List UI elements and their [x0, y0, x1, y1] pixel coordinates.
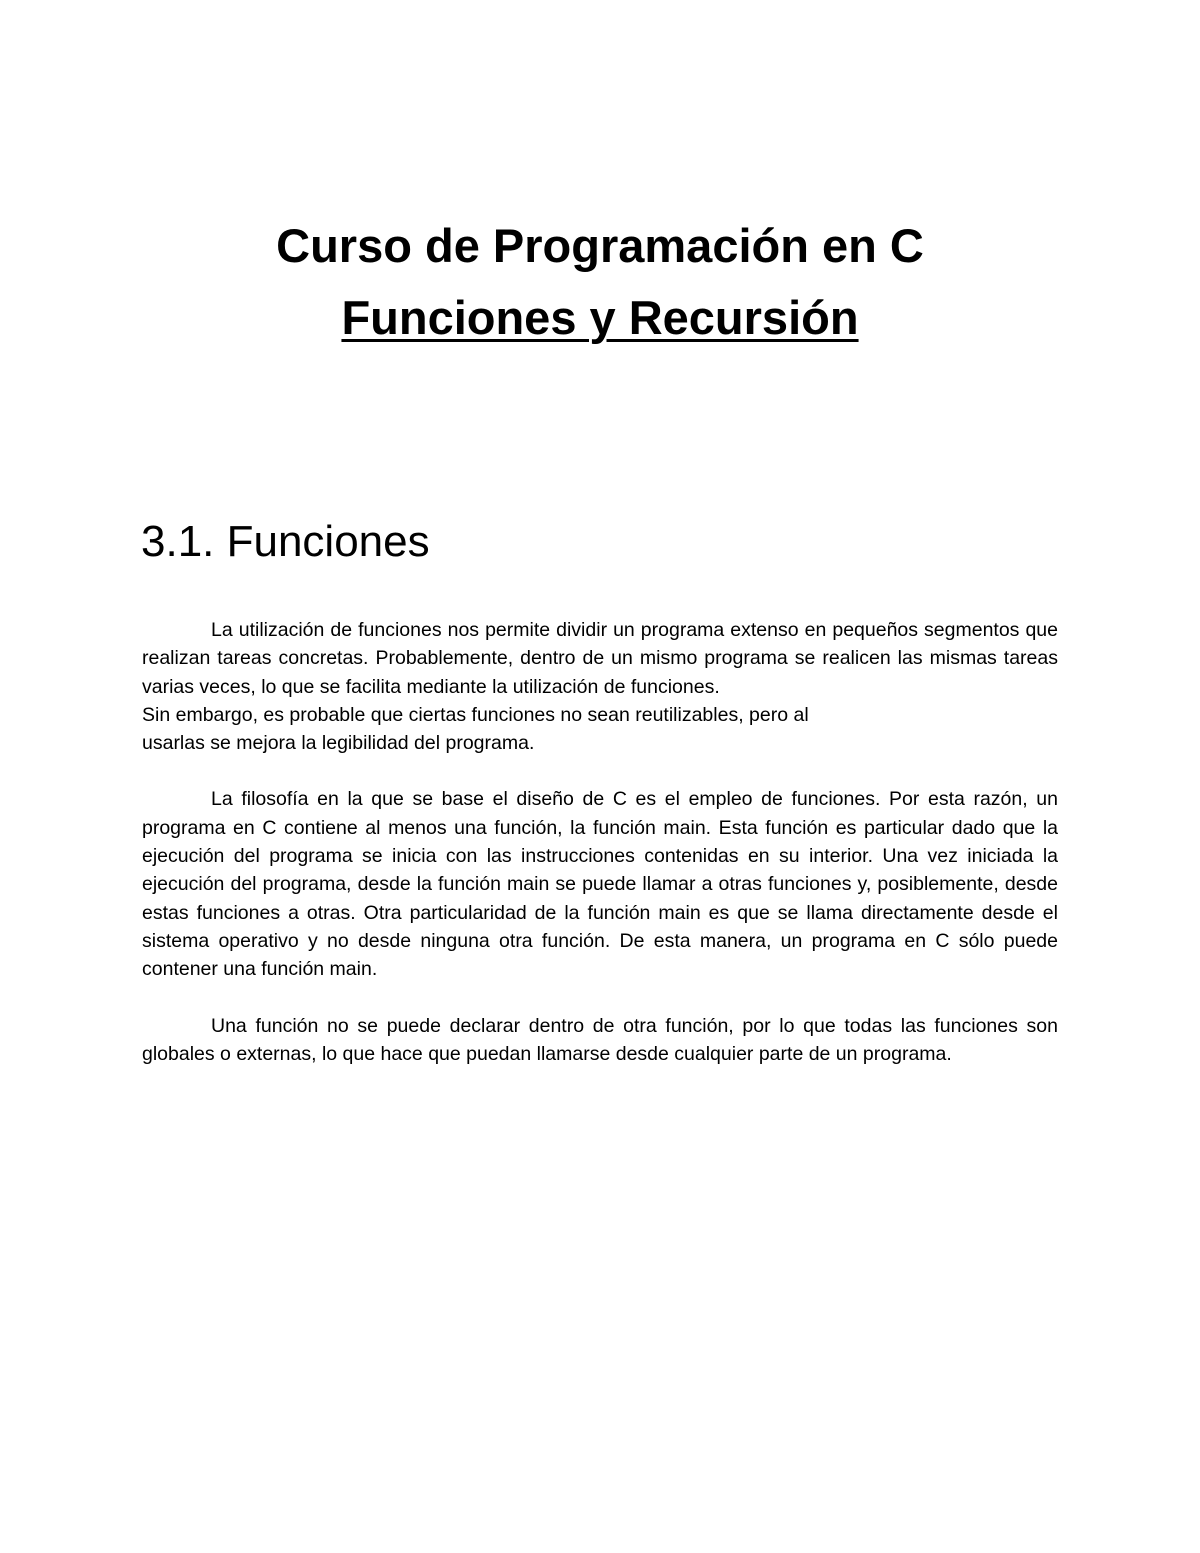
document-title: Curso de Programación en C [276, 219, 924, 272]
section-heading: 3.1. Funciones [141, 517, 430, 566]
paragraph-1-line-4: Sin embargo, es probable que ciertas funciones no sean reutilizables, pero al [142, 703, 809, 726]
paragraph-3: Una función no se puede declarar dentro de otra función, por lo que todas las funciones son globales o externas, lo que hace que puedan llamarse desde cualquier parte de un programa. [142, 1014, 1058, 1065]
paragraph-1-line-5: usarlas se mejora la legibilidad del programa. [142, 732, 535, 755]
document-subtitle: Funciones y Recursión [341, 291, 859, 344]
title-block [0, 218, 1200, 346]
paragraph-2: La filosofía en la que se base el diseño de C es el empleo de funciones. Por esta razón, un programa en C contiene al menos una función, la función main. Esta función es particular dado que la ejecución del programa se inicia con las instrucciones contenidas en su interior. Una vez iniciada la ejecución del programa, desde la función main se puede llamar a otras funciones y, posiblemente, desde estas funciones a otras. Otra particularidad de la función main es que se llama directamente desde el sistema operativo y no desde ninguna otra función. De esta manera, un programa en C sólo puede contener una función main. [142, 788, 1058, 981]
paragraph-1-tail [142, 701, 1058, 758]
paragraph-1 [142, 616, 1058, 701]
paragraph-1-justified: La utilización de funciones nos permite dividir un programa extenso en pequeños segmentos que realizan tareas concretas. Probablemente, dentro de un mismo programa se realicen las mismas tareas varias veces, lo que se facilita mediante la utilización de funciones. [142, 619, 1058, 698]
section-body [142, 616, 1058, 1096]
